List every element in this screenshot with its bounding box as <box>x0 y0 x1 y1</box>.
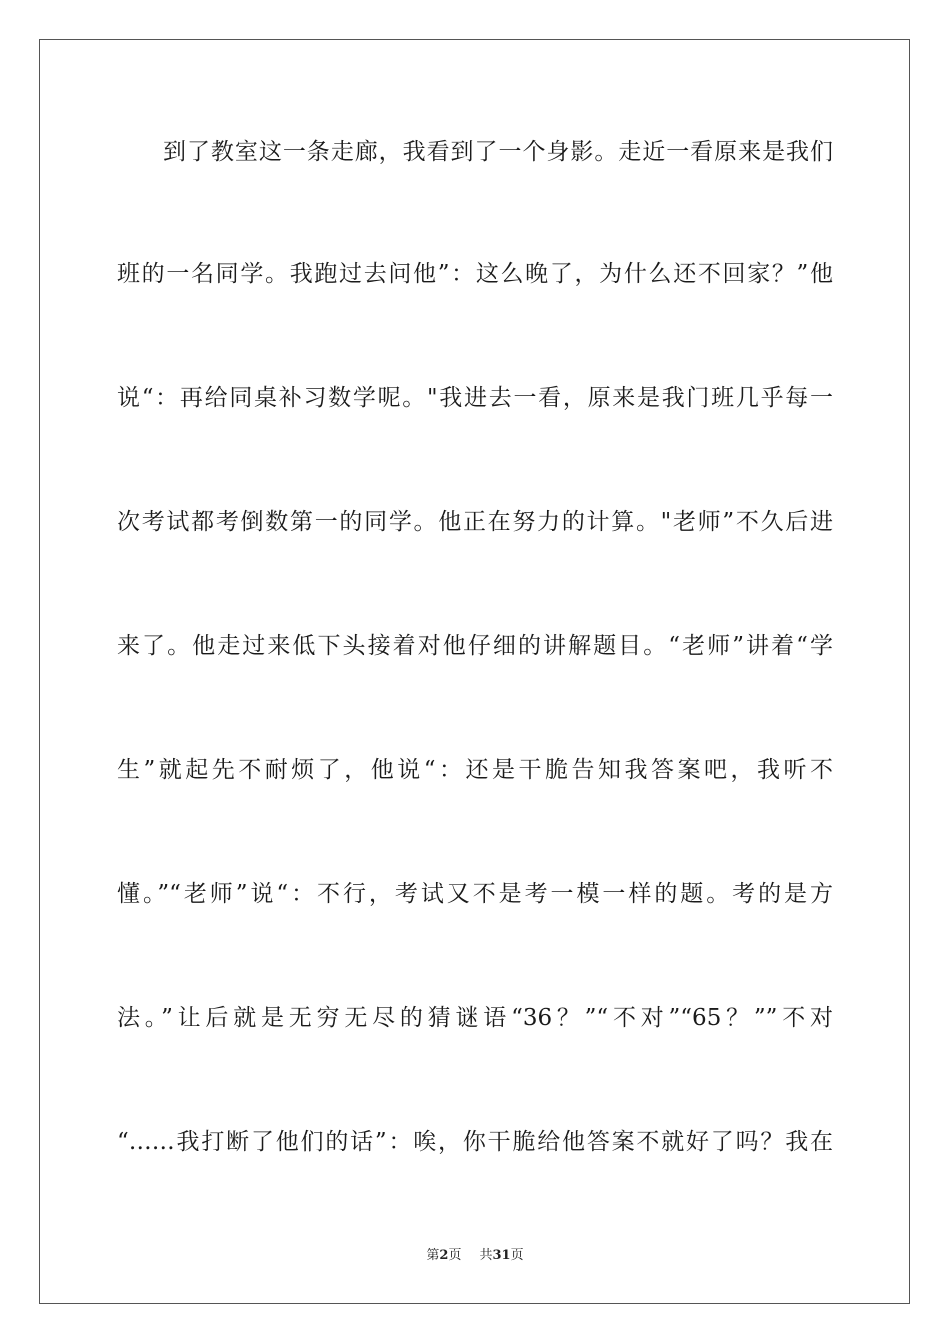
text-line-7: 懂。”“老师”说“：不行，考试又不是考一模一样的题。考的是方 <box>117 881 833 907</box>
text-line-8: 法。”让后就是无穷无尽的猜谜语“36？”“不对”“65？””不对 <box>117 1005 833 1031</box>
footer-page-number: 2 <box>439 1248 449 1263</box>
text-line-2: 班的一名同学。我跑过去问他”：这么晚了，为什么还不回家？”他 <box>117 261 833 287</box>
page-footer <box>0 1247 950 1265</box>
footer-total-suffix: 页 <box>510 1248 524 1263</box>
footer-page-suffix: 页 <box>448 1248 462 1263</box>
text-line-5: 来了。他走过来低下头接着对他仔细的讲解题目。“老师”讲着“学 <box>117 633 833 659</box>
text-line-3: 说“：再给同桌补习数学呢。"我进去一看，原来是我门班几乎每一 <box>117 385 833 411</box>
footer-page-prefix: 第 <box>426 1248 440 1263</box>
text-line-4: 次考试都考倒数第一的同学。他正在努力的计算。"老师”不久后进 <box>117 509 833 535</box>
page-border <box>39 39 910 1304</box>
text-line-6: 生”就起先不耐烦了，他说“：还是干脆告知我答案吧，我听不 <box>117 757 833 783</box>
text-line-9: “……我打断了他们的话”：唉，你干脆给他答案不就好了吗？我在 <box>117 1129 833 1155</box>
text-line-1: 到了教室这一条走廊，我看到了一个身影。走近一看原来是我们 <box>163 139 833 165</box>
footer-total-prefix: 共 <box>479 1248 493 1263</box>
footer-total-pages: 31 <box>492 1248 511 1263</box>
